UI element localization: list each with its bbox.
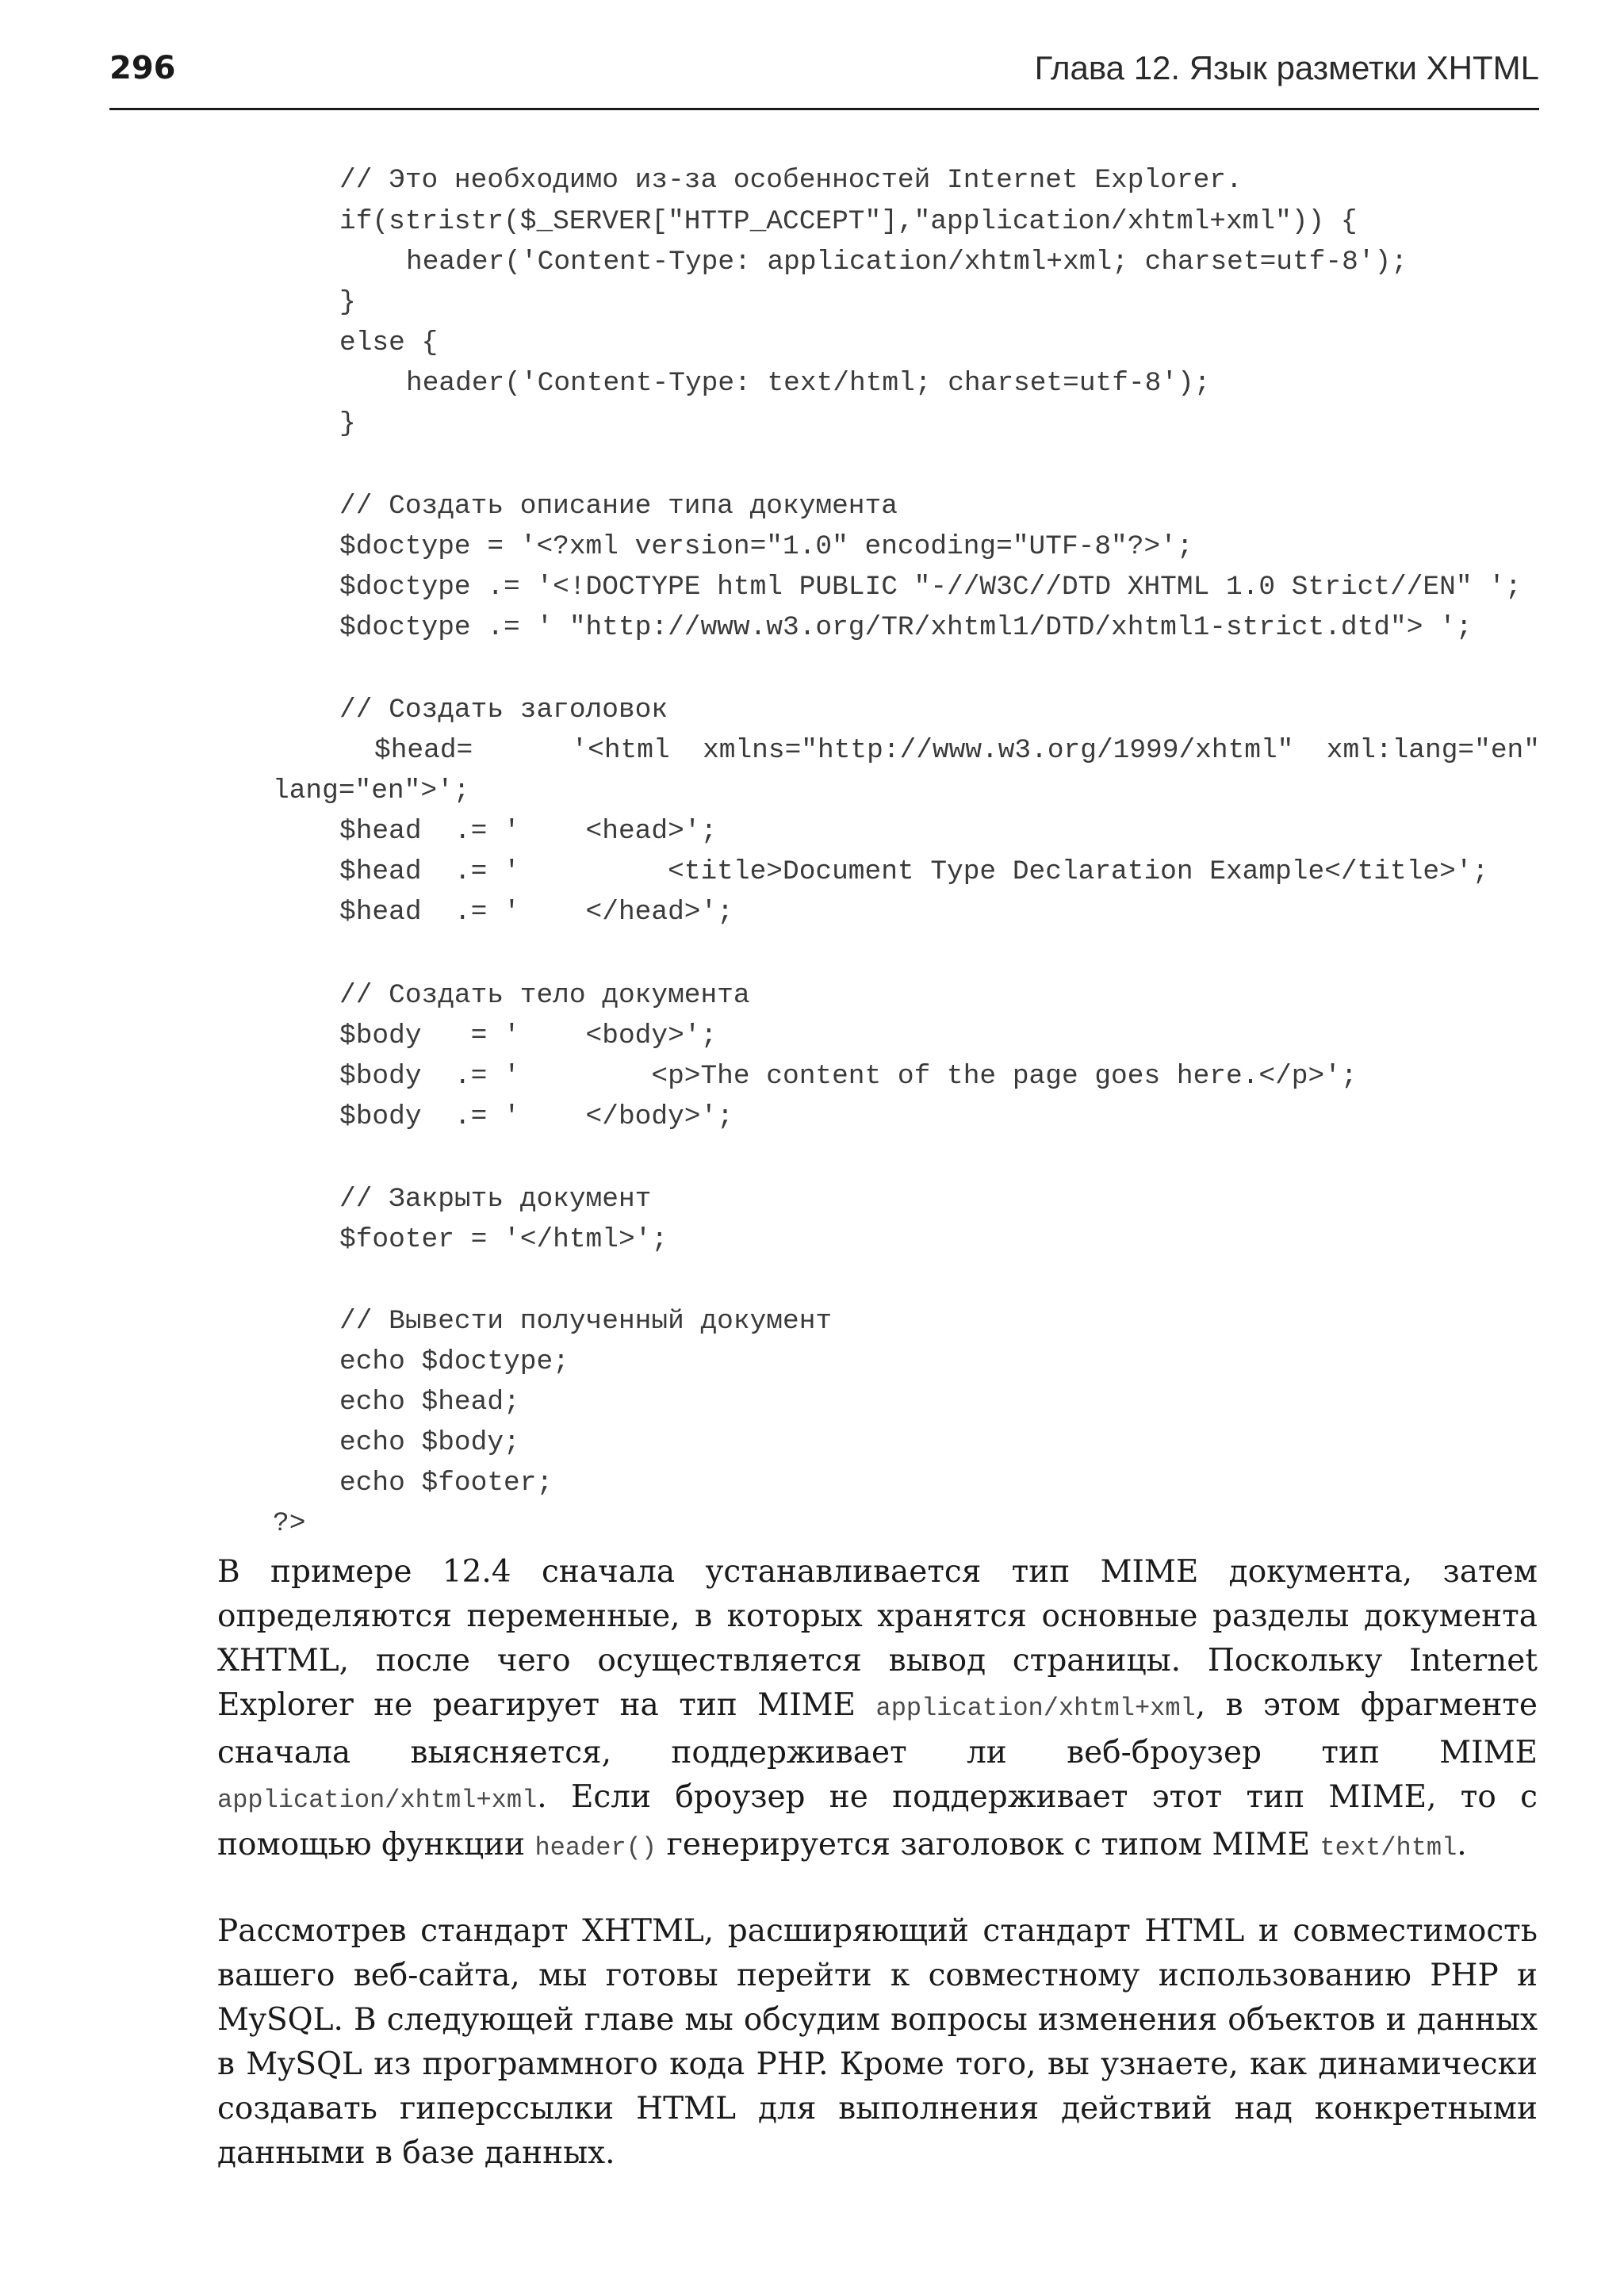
body-paragraph: [217, 1550, 1538, 1870]
code-line: echo $doctype;: [339, 1346, 569, 1377]
code-line: // Создать описание типа документа: [339, 491, 898, 522]
code-line: else {: [339, 327, 439, 358]
code-line: // Это необходимо из-за особенностей Internet Explorer.: [339, 165, 1243, 196]
code-line: $head= '<html xmlns="http://www.w3.org/1999/xhtml" xml:lang="en": [374, 735, 1540, 766]
paragraph-text: генерируется заголовок с типом MIME: [657, 1827, 1320, 1862]
paragraph-text: . Если броузер не поддерживает этот тип MIME, то с помощью функции: [217, 1779, 1538, 1862]
code-line: $head .= ' </head>';: [339, 897, 733, 928]
code-line: if(stristr($_SERVER["HTTP_ACCEPT"],"application/xhtml+xml")) {: [339, 206, 1358, 237]
inline-code: header(): [534, 1833, 657, 1862]
code-line: $footer = '</html>';: [339, 1224, 668, 1255]
code-line: $body .= ' </body>';: [339, 1101, 733, 1132]
code-line: }: [339, 287, 356, 318]
body-paragraph: Рассмотрев стандарт XHTML, расширяющий стандарт HTML и совместимость вашего веб-сайта, мы готовы перейти к совместному использованию PHP и MySQL. В следующей главе мы обсудим вопросы изменения объектов и данных в MySQL из программного кода PHP. Кроме того, вы узнаете, как динамически создавать гиперссылки HTML для выполнения действий над конкретными данными в базе данных.: [217, 1913, 1538, 2171]
code-line: $head .= ' <title>Document Type Declaration Example</title>';: [339, 856, 1489, 887]
code-line: // Вывести полученный документ: [339, 1306, 833, 1337]
code-line: echo $footer;: [339, 1468, 553, 1499]
code-line: header('Content-Type: application/xhtml+xml; charset=utf-8');: [406, 247, 1408, 278]
page-header: [109, 41, 1539, 98]
code-line: header('Content-Type: text/html; charset=utf-8');: [406, 368, 1211, 399]
code-line: }: [339, 408, 356, 439]
code-line: echo $head;: [339, 1387, 520, 1418]
code-line: $doctype = '<?xml version="1.0" encoding="UTF-8"?>';: [339, 531, 1193, 562]
inline-code: application/xhtml+xml: [217, 1786, 538, 1815]
inline-code: application/xhtml+xml: [875, 1694, 1196, 1723]
code-line: $doctype .= '<!DOCTYPE html PUBLIC "-//W3C//DTD XHTML 1.0 Strict//EN" ';: [339, 572, 1522, 603]
header-rule: [109, 108, 1539, 110]
paragraph-text: , в этом фрагменте сначала выясняется, поддерживает ли веб-броузер тип MIME: [217, 1687, 1538, 1771]
code-line: $body .= ' <p>The content of the page goes here.</p>';: [339, 1061, 1358, 1092]
paragraph-text: .: [1457, 1827, 1467, 1862]
code-line: lang="en">';: [273, 775, 470, 806]
inline-code: text/html: [1320, 1833, 1457, 1862]
paragraph-text: В примере 12.4 сначала устанавливается тип MIME документа, затем определяются переменные, в которых хранятся основные разделы документа XHTML, после чего осуществляется вывод страницы. Поскольку Internet Explorer не реагирует на тип MIME: [217, 1554, 1538, 1723]
code-line: ?>: [273, 1508, 306, 1539]
code-line: $head .= ' <head>';: [339, 816, 718, 847]
code-line: $doctype .= ' "http://www.w3.org/TR/xhtml1/DTD/xhtml1-strict.dtd"> ';: [339, 612, 1473, 643]
page-number: 296: [109, 50, 176, 86]
code-line: echo $body;: [339, 1427, 520, 1458]
code-line: // Закрыть документ: [339, 1184, 652, 1215]
running-title: Глава 12. Язык разметки XHTML: [1034, 49, 1539, 86]
code-line: // Создать заголовок: [339, 695, 668, 725]
code-line: // Создать тело документа: [339, 980, 750, 1011]
code-line: $body = ' <body>';: [339, 1020, 718, 1051]
